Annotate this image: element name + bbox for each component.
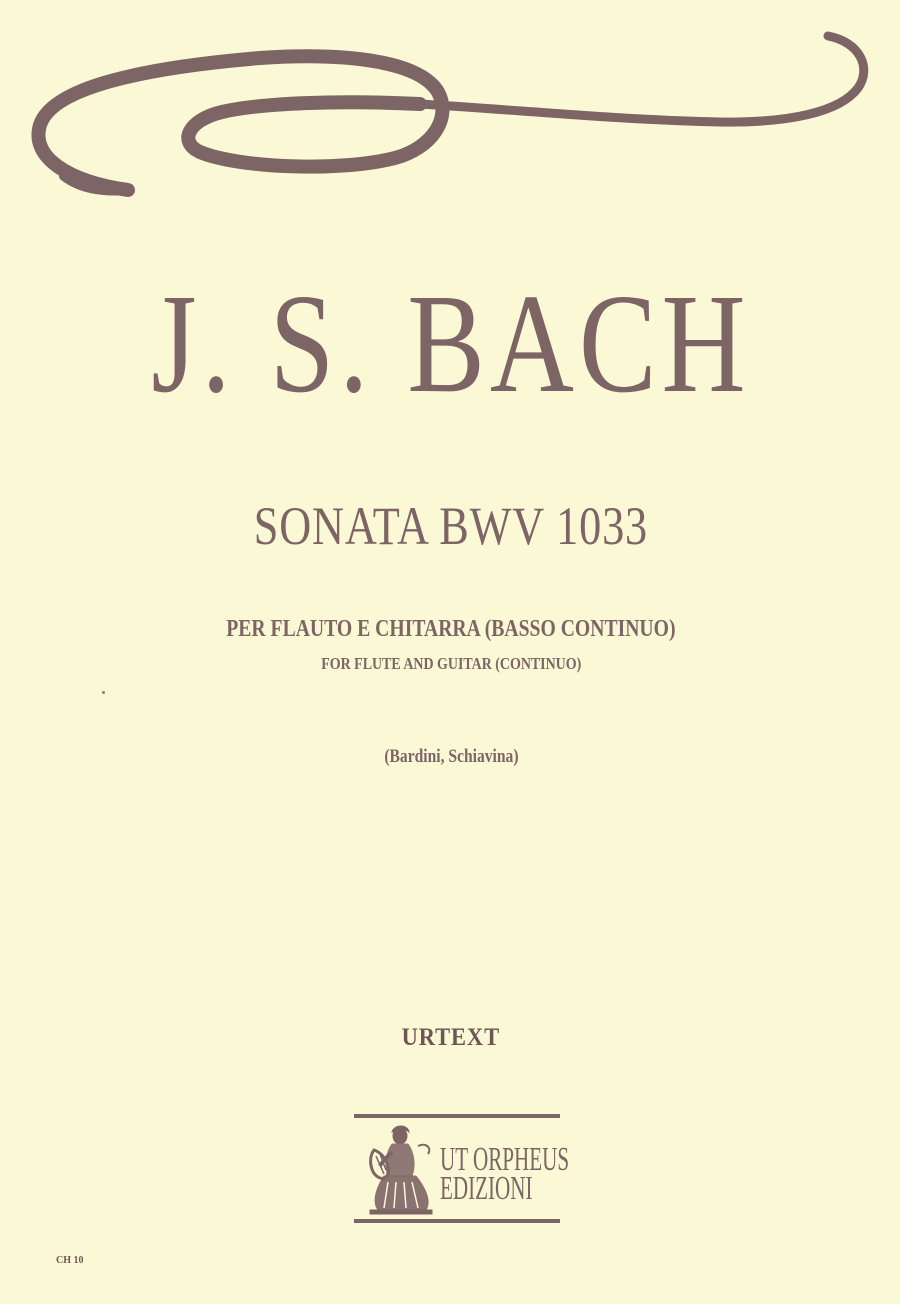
subtitle-english: FOR FLUTE AND GUITAR (CONTINUO) xyxy=(321,654,582,673)
publisher-name-line2: EDIZIONI xyxy=(440,1170,533,1207)
paper-speck xyxy=(102,691,105,694)
musician-figure-icon xyxy=(362,1122,442,1216)
editors-credit: (Bardini, Schiavina) xyxy=(384,746,519,767)
work-title: SONATA BWV 1033 xyxy=(253,496,648,556)
catalog-number: CH 10 xyxy=(56,1255,84,1266)
flourish-ornament-icon xyxy=(0,0,900,220)
publisher-rule-bottom xyxy=(354,1219,560,1223)
publisher-name-line1: UT ORPHEUS xyxy=(440,1141,570,1178)
composer-name: J. S. BACH xyxy=(151,264,751,422)
edition-type-label: URTEXT xyxy=(401,1024,500,1051)
subtitle-italian: PER FLAUTO E CHITARRA (BASSO CONTINUO) xyxy=(226,616,676,642)
publisher-rule-top xyxy=(354,1114,560,1118)
